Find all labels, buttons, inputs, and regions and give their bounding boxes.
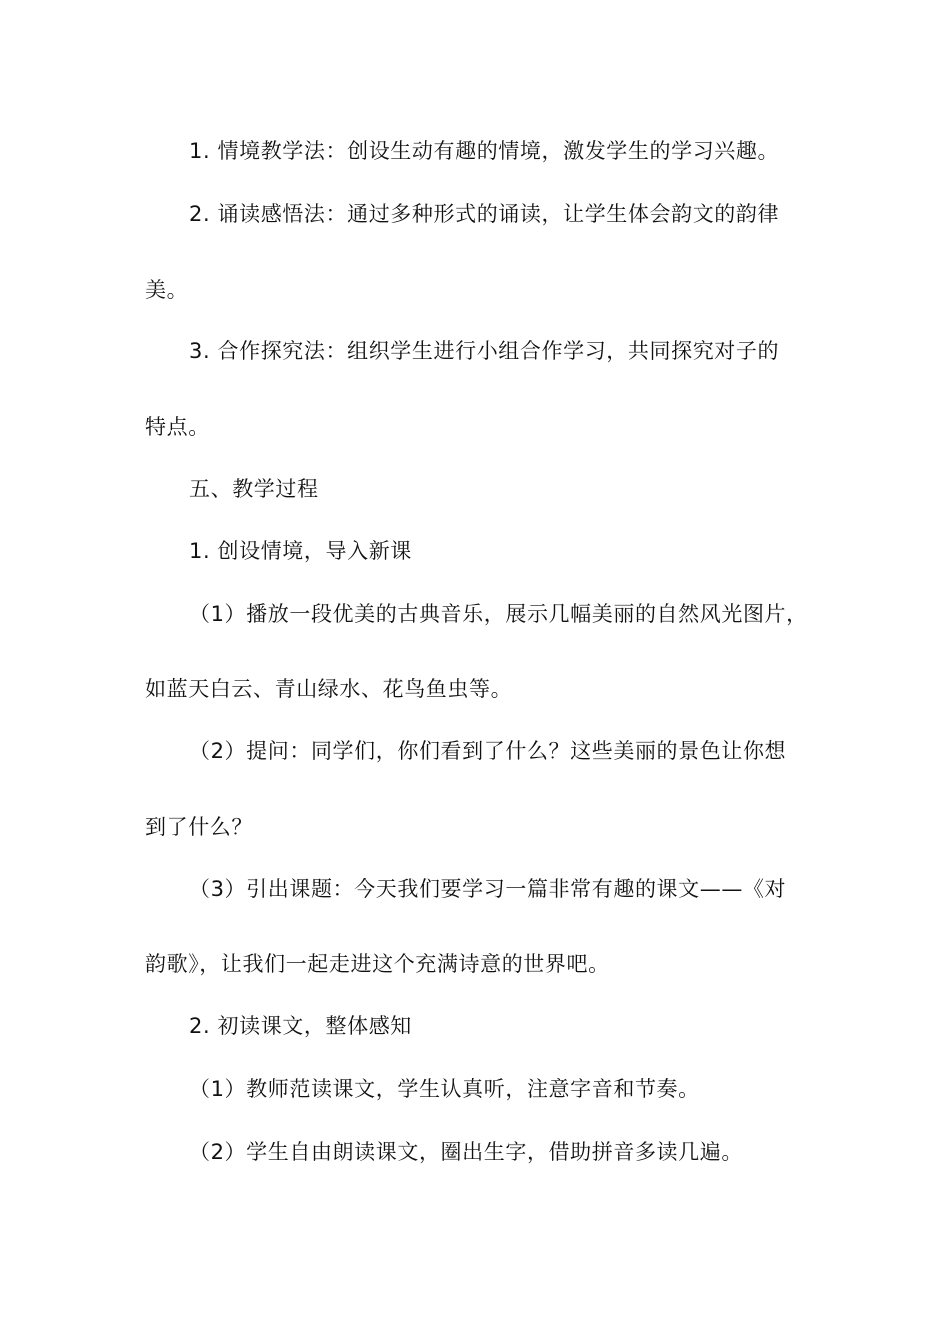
method-2-continuation: 美。 [145,278,189,302]
step-2-heading: 2. 初读课文，整体感知 [189,1014,412,1038]
method-3-continuation: 特点。 [145,415,210,439]
step-1-item-1: （1）播放一段优美的古典音乐，展示几幅美丽的自然风光图片， [189,602,808,626]
section-heading: 五、教学过程 [189,477,319,501]
step-1-item-3-continuation: 韵歌》，让我们一起走进这个充满诗意的世界吧。 [145,952,610,976]
step-1-item-1-continuation: 如蓝天白云、青山绿水、花鸟鱼虫等。 [145,677,513,701]
step-2-item-2: （2）学生自由朗读课文，圈出生字，借助拼音多读几遍。 [189,1140,743,1164]
step-1-item-2: （2）提问：同学们，你们看到了什么？这些美丽的景色让你想 [189,739,787,763]
method-3-line: 3. 合作探究法：组织学生进行小组合作学习，共同探究对子的 [189,339,780,363]
step-1-item-3: （3）引出课题：今天我们要学习一篇非常有趣的课文——《对 [189,877,787,901]
step-1-item-2-continuation: 到了什么？ [145,815,253,839]
method-2-line: 2. 诵读感悟法：通过多种形式的诵读，让学生体会韵文的韵律 [189,202,780,226]
step-2-item-1: （1）教师范读课文，学生认真听，注意字音和节奏。 [189,1077,700,1101]
method-1-line: 1. 情境教学法：创设生动有趣的情境，激发学生的学习兴趣。 [189,139,780,163]
step-1-heading: 1. 创设情境，导入新课 [189,539,412,563]
